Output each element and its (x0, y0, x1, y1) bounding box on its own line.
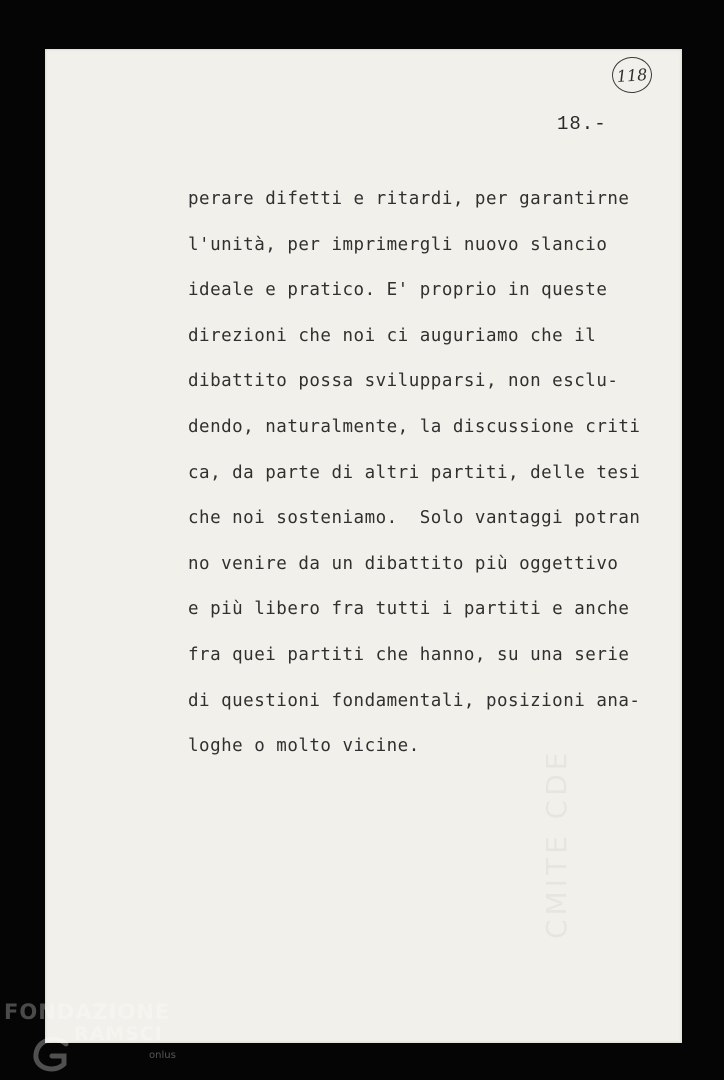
text-line: perare difetti e ritardi, per garantirne (188, 189, 630, 209)
fondazione-gramsci-logo (4, 1000, 194, 1080)
text-line: ca, da parte di altri partiti, delle tesi (188, 462, 641, 483)
archive-number: 118 (616, 64, 648, 86)
logo-line-2: RAMSCI (74, 1023, 163, 1045)
logo-g-swirl-icon (32, 1036, 74, 1074)
text-line: dendo, naturalmente, la discussione criti (188, 416, 641, 437)
logo-line-1: FONDAZIONE (4, 1000, 171, 1024)
typewritten-page (45, 49, 682, 1043)
logo-subtitle: onlus (149, 1050, 176, 1061)
text-line: dibattito possa svilupparsi, non esclu- (188, 371, 619, 392)
text-line: di questioni fondamentali, posizioni ana- (188, 690, 641, 711)
text-line: l'unità, per imprimergli nuovo slancio (188, 234, 608, 255)
text-line: direzioni che noi ci auguriamo che il (188, 325, 597, 346)
text-line: e più libero fra tutti i partiti e anche (188, 599, 630, 620)
text-line: no venire da un dibattito più oggettivo (188, 553, 619, 574)
text-line: che noi sosteniamo. Solo vantaggi potran (188, 508, 641, 529)
body-text (188, 177, 688, 770)
text-line: fra quei partiti che hanno, su una serie (188, 644, 630, 665)
text-line: loghe o molto vicine. (188, 736, 420, 757)
archive-number-stamp (611, 56, 653, 95)
page-number: 18.- (557, 113, 607, 135)
text-line: ideale e pratico. E' proprio in queste (188, 280, 608, 301)
